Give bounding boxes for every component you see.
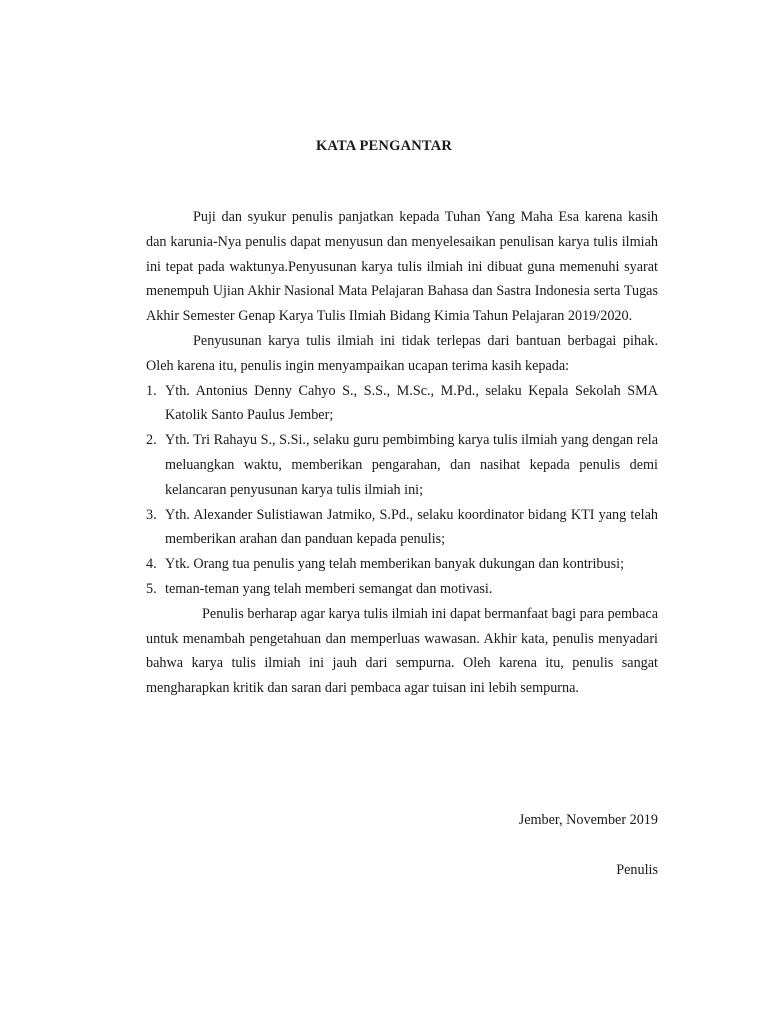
signature: Penulis (616, 862, 658, 878)
list-item-text: Yth. Tri Rahayu S., S.Si., selaku guru pembimbing karya tulis ilmiah yang dengan rela meluangkan waktu, memberikan pengarahan, dan nasihat kepada penulis demi kelancaran penyusunan karya tulis ilmiah ini; (165, 432, 658, 498)
list-item-number: 1. (146, 382, 157, 399)
acknowledgement-list (146, 379, 658, 602)
list-item (146, 552, 658, 577)
list-item (146, 503, 658, 553)
list-item (146, 379, 658, 429)
list-item-number: 3. (146, 506, 157, 523)
list-item-number: 2. (146, 432, 157, 449)
list-item-text: teman-teman yang telah memberi semangat dan motivasi. (165, 580, 493, 597)
list-item (146, 577, 658, 602)
list-item-text: Yth. Antonius Denny Cahyo S., S.S., M.Sc., M.Pd., selaku Kepala Sekolah SMA Katolik Santo Paulus Jember; (165, 382, 658, 424)
opening-paragraph: Puji dan syukur penulis panjatkan kepada Tuhan Yang Maha Esa karena kasih dan karunia-Nya penulis dapat menyusun dan menyelesaikan penulisan karya tulis ilmiah ini tepat pada waktunya.Penyusunan karya tulis ilmiah ini dibuat guna memenuhi syarat menempuh Ujian Akhir Nasional Mata Pelajaran Bahasa dan Sastra Indonesia serta Tugas Akhir Semester Genap Karya Tulis Ilmiah Bidang Kimia Tahun Pelajaran 2019/2020. (146, 209, 658, 325)
list-item-number: 4. (146, 556, 157, 573)
list-item-text: Ytk. Orang tua penulis yang telah memberikan banyak dukungan dan kontribusi; (165, 556, 625, 573)
place-date: Jember, November 2019 (518, 812, 658, 828)
list-item (146, 428, 658, 502)
document-body (146, 205, 658, 701)
list-item-number: 5. (146, 580, 157, 597)
page-title: KATA PENGANTAR (315, 138, 453, 154)
closing-paragraph: Penulis berharap agar karya tulis ilmiah ini dapat bermanfaat bagi para pembaca untuk menambah pengetahuan dan memperluas wawasan. Akhir kata, penulis menyadari bahwa karya tulis ilmiah ini jauh dari sempurna. Oleh karena itu, penulis sangat mengharapkan kritik dan saran dari pembaca agar tuisan ini lebih sempurna. (146, 605, 658, 697)
list-item-text: Yth. Alexander Sulistiawan Jatmiko, S.Pd., selaku koordinator bidang KTI yang telah memberikan arahan dan panduan kepada penulis; (165, 506, 658, 548)
thanks-intro-paragraph: Penyusunan karya tulis ilmiah ini tidak terlepas dari bantuan berbagai pihak. Oleh karena itu, penulis ingin menyampaikan ucapan terima kasih kepada: (146, 332, 658, 374)
